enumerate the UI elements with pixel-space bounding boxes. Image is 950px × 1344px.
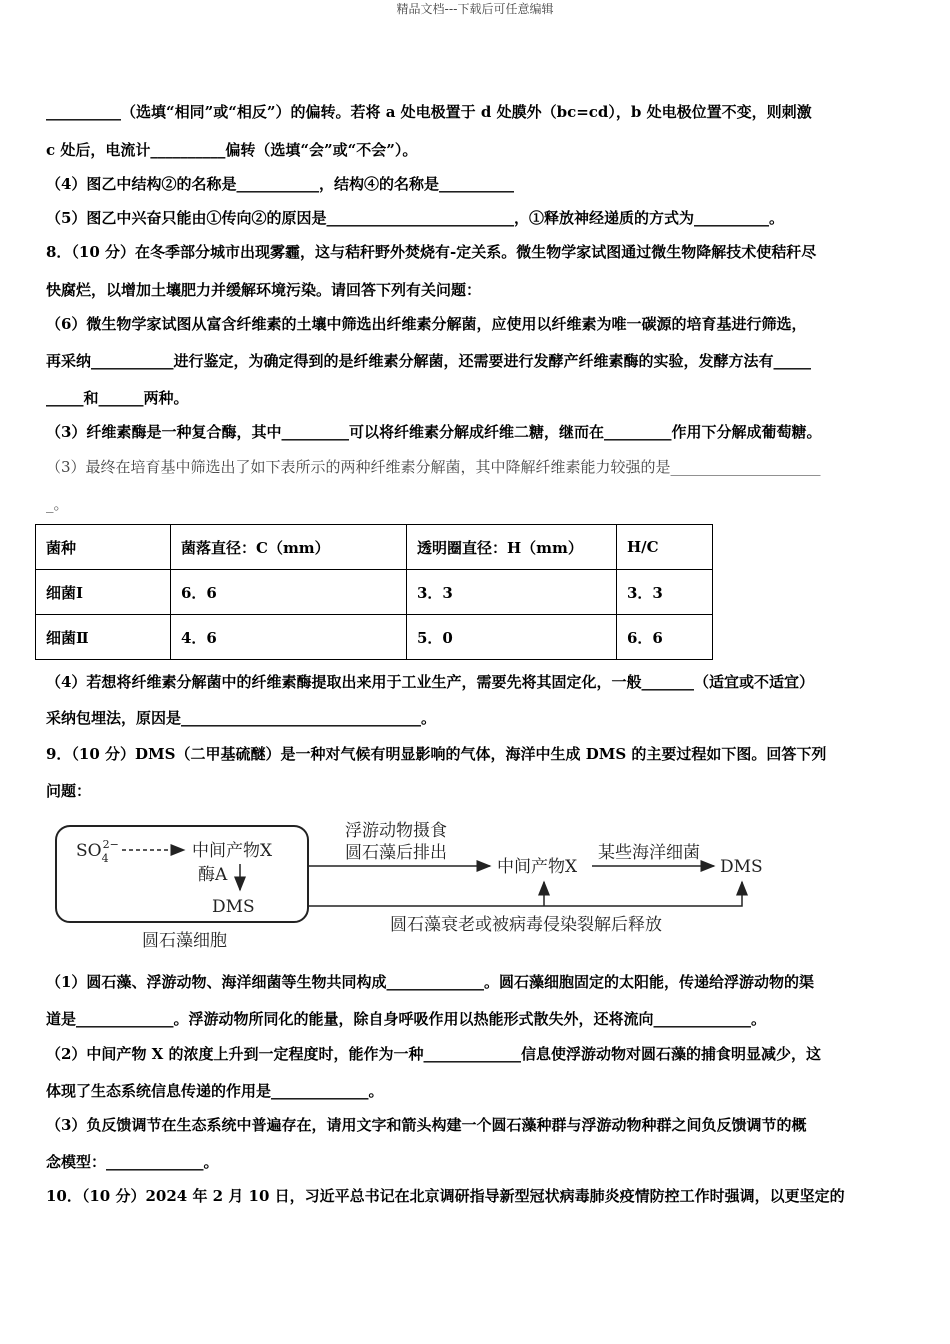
text-line: （6）微生物学家试图从富含纤维素的土壤中筛选出纤维素分解菌，应使用以纤维素为唯一碳源的培育基进行筛选， [46,315,807,333]
bacteria-table [35,524,713,660]
dms-in-cell: DMS [212,897,255,917]
table-row [36,615,713,660]
table-cell: 6．6 [171,570,407,615]
table-cell: 3．3 [407,570,617,615]
release-arrow-to-dms [308,882,742,906]
text-line: （2）中间产物 X 的浓度上升到一定程度时，能作为一种_____________信息使浮游动物对圆石藻的捕食明显减少，这 [46,1045,822,1063]
text-line: 快腐烂，以增加土壤肥力并缓解环境污染。请回答下列有关问题： [46,281,482,299]
text-line: （5）图乙中兴奋只能由①传向②的原因是_________________________，①释放神经递质的方式为__________。 [46,209,784,227]
cell-label: 圆石藻细胞 [142,931,227,951]
text-line: （4）若想将纤维素分解菌中的纤维素酶提取出来用于工业生产，需要先将其固定化，一般_______（适宜或不适宜） [46,673,814,691]
table-cell: 3．3 [617,570,713,615]
arrow-top-label-line1: 浮游动物摄食 [345,821,447,841]
table-header-cell: 透明圈直径：H（mm） [407,525,617,570]
text-line: 道是_____________。浮游动物所同化的能量，除自身呼吸作用以热能形式散失外，还将流向_____________。 [46,1010,767,1028]
table-header-cell: 菌种 [36,525,171,570]
text-line: 体现了生态系统信息传递的作用是_____________。 [46,1082,384,1100]
text-line: __________（选填“相同”或“相反”）的偏转。若将 a 处电极置于 d 处膜外（bc=cd），b 处电极位置不变，则刺激 [46,103,812,121]
text-line: c 处后，电流计__________偏转（选填“会”或“不会”）。 [46,141,418,159]
text-line: （3）纤维素酶是一种复合酶，其中_________可以将纤维素分解成纤维二糖，继而在_________作用下分解成葡萄糖。 [46,423,822,441]
text-line: 念模型：_____________。 [46,1153,219,1171]
text-line: （3）最终在培育基中筛选出了如下表所示的两种纤维素分解菌，其中降解纤维素能力较强的是____________________ [46,458,821,476]
table-header-row [36,525,713,570]
question-8-line: 8．（10 分）在冬季部分城市出现雾霾，这与秸秆野外焚烧有-定关系。微生物学家试图通过微生物降解技术使秸秆尽 [46,243,817,261]
bacteria-label: 某些海洋细菌 [598,843,700,863]
release-label: 圆石藻衰老或被病毒侵染裂解后释放 [390,915,662,935]
table-header-cell: 菌落直径：C（mm） [171,525,407,570]
dms-process-diagram [50,818,780,958]
dms-diagram-svg [50,818,780,958]
text-line: 采纳包埋法，原因是________________________________。 [46,709,437,727]
question-9-line: 9．（10 分）DMS（二甲基硫醚）是一种对气候有明显影响的气体，海洋中生成 DMS 的主要过程如下图。回答下列 [46,745,827,763]
text-line: （3）负反馈调节在生态系统中普遍存在，请用文字和箭头构建一个圆石藻种群与浮游动物种群之间负反馈调节的概 [46,1116,807,1134]
table-cell: 5．0 [407,615,617,660]
table-row [36,570,713,615]
intermediate-x-in-cell: 中间产物X [192,841,273,861]
table-cell: 细菌Ⅱ [36,615,171,660]
text-line: _。 [46,495,69,513]
table-cell: 4．6 [171,615,407,660]
table-cell: 细菌Ⅰ [36,570,171,615]
text-line: 再采纳___________进行鉴定，为确定得到的是纤维素分解菌，还需要进行发酵产纤维素酶的实验，发酵方法有_____ [46,352,812,370]
intermediate-x-out: 中间产物X [497,857,578,877]
enzyme-a-label: 酶A [198,865,228,885]
arrow-top-label-line2: 圆石藻后排出 [345,843,447,863]
text-line: （1）圆石藻、浮游动物、海洋细菌等生物共同构成_____________。圆石藻细胞固定的太阳能，传递给浮游动物的渠 [46,973,814,991]
dms-out: DMS [720,857,763,877]
table-cell: 6．6 [617,615,713,660]
text-line: _____和______两种。 [46,389,189,407]
text-line: 问题： [46,782,92,800]
page-header: 精品文档---下载后可任意编辑 [396,2,554,16]
so4-label: $SO_42-$ [76,838,119,865]
question-10-line: 10．（10 分）2024 年 2 月 10 日，习近平总书记在北京调研指导新型冠状病毒肺炎疫情防控工作时强调，以更坚定的 [46,1187,845,1205]
text-line: （4）图乙中结构②的名称是___________，结构④的名称是__________ [46,175,514,193]
table-header-cell: H/C [617,525,713,570]
